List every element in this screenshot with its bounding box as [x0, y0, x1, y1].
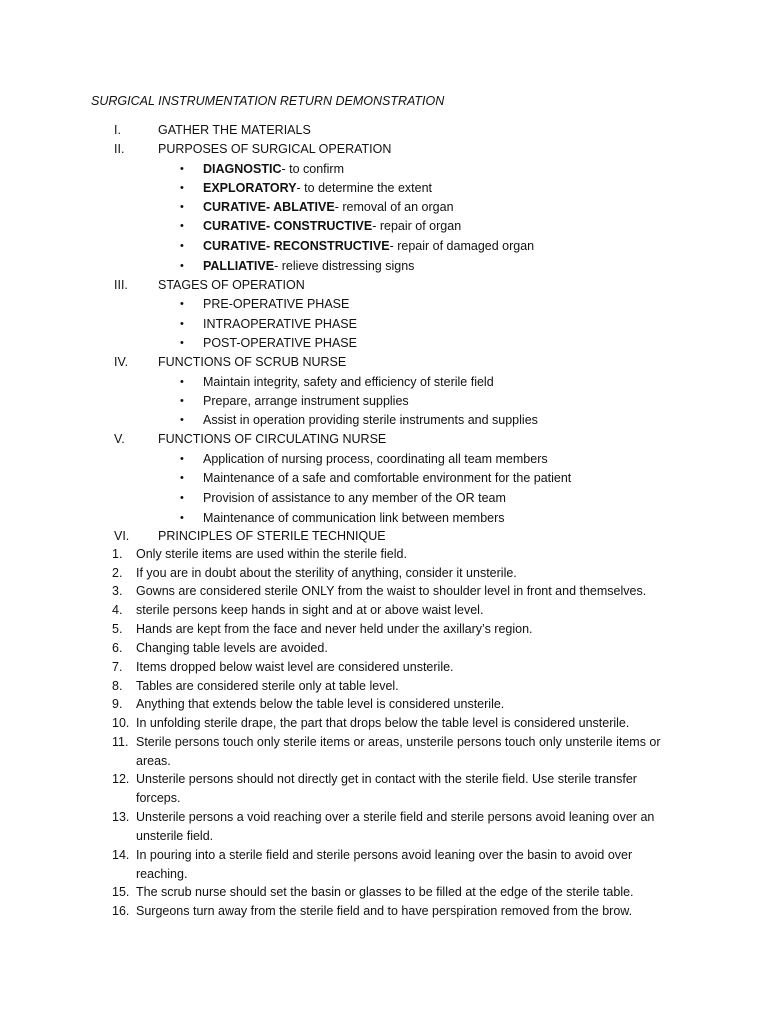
bullet-icon: •: [180, 492, 184, 504]
principle-number: 4.: [112, 603, 123, 617]
section-number: I.: [114, 123, 121, 137]
principle-number: 13.: [112, 810, 130, 824]
section-title: FUNCTIONS OF CIRCULATING NURSE: [158, 432, 387, 446]
principle-text: Unsterile persons a void reaching over a sterile field and sterile persons avoid leaning over an unsterile field.: [136, 810, 655, 843]
principle-number: 12.: [112, 772, 130, 786]
bullet-icon: •: [180, 512, 184, 524]
principle-text: Hands are kept from the face and never held under the axillary’s region.: [136, 622, 533, 636]
item-text: Maintenance of communication link between members: [203, 511, 505, 525]
bullet-icon: •: [180, 472, 184, 484]
principle-number: 1.: [112, 547, 123, 561]
principle-text: Anything that extends below the table level is considered unsterile.: [136, 697, 505, 711]
item-text: Maintain integrity, safety and efficiency of sterile field: [203, 375, 494, 389]
section-number: V.: [114, 432, 125, 446]
principle-number: 3.: [112, 584, 123, 598]
item-text: - relieve distressing signs: [274, 259, 415, 273]
principle-number: 6.: [112, 641, 123, 655]
principle-number: 2.: [112, 566, 123, 580]
item-text: INTRAOPERATIVE PHASE: [203, 317, 357, 331]
section-title: PRINCIPLES OF STERILE TECHNIQUE: [158, 529, 386, 543]
principle-number: 10.: [112, 716, 130, 730]
bullet-icon: •: [180, 220, 184, 232]
bullet-icon: •: [180, 376, 184, 388]
section-title: FUNCTIONS OF SCRUB NURSE: [158, 355, 347, 369]
principle-text: Tables are considered sterile only at table level.: [136, 679, 399, 693]
bullet-icon: •: [180, 240, 184, 252]
bullet-icon: •: [180, 318, 184, 330]
item-term: EXPLORATORY: [203, 181, 297, 195]
item-text: Provision of assistance to any member of the OR team: [203, 491, 506, 505]
principle-number: 7.: [112, 660, 123, 674]
section-number: III.: [114, 278, 128, 292]
principle-text: In pouring into a sterile field and sterile persons avoid leaning over the basin to avoid over reaching.: [136, 848, 633, 881]
principle-number: 9.: [112, 697, 123, 711]
bullet-icon: •: [180, 453, 184, 465]
item-text: Application of nursing process, coordinating all team members: [203, 452, 548, 466]
principle-text: In unfolding sterile drape, the part that drops below the table level is considered unsterile.: [136, 716, 630, 730]
principle-number: 14.: [112, 848, 130, 862]
item-text: Prepare, arrange instrument supplies: [203, 394, 409, 408]
bullet-icon: •: [180, 337, 184, 349]
item-term: DIAGNOSTIC: [203, 162, 282, 176]
item-text: - repair of damaged organ: [389, 239, 535, 253]
item-text: Maintenance of a safe and comfortable environment for the patient: [203, 471, 572, 485]
section-number: II.: [114, 142, 125, 156]
item-term: CURATIVE- CONSTRUCTIVE: [203, 219, 373, 233]
document-title: SURGICAL INSTRUMENTATION RETURN DEMONSTRATION: [91, 94, 445, 108]
principle-number: 8.: [112, 679, 123, 693]
principle-number: 16.: [112, 904, 130, 918]
section-title: STAGES OF OPERATION: [158, 278, 305, 292]
item-text: - repair of organ: [372, 219, 462, 233]
principle-text: If you are in doubt about the sterility of anything, consider it unsterile.: [136, 566, 517, 580]
item-text: - to determine the extent: [296, 181, 433, 195]
bullet-icon: •: [180, 260, 184, 272]
principle-text: Items dropped below waist level are considered unsterile.: [136, 660, 454, 674]
bullet-icon: •: [180, 201, 184, 213]
principle-text: sterile persons keep hands in sight and at or above waist level.: [136, 603, 484, 617]
section-title: GATHER THE MATERIALS: [158, 123, 311, 137]
section-title: PURPOSES OF SURGICAL OPERATION: [158, 142, 392, 156]
bullet-icon: •: [180, 163, 184, 175]
principle-text: Sterile persons touch only sterile items or areas, unsterile persons touch only unsterile items or areas.: [136, 735, 661, 768]
bullet-icon: •: [180, 414, 184, 426]
item-text: POST-OPERATIVE PHASE: [203, 336, 357, 350]
item-text: Assist in operation providing sterile instruments and supplies: [203, 413, 538, 427]
principle-text: Only sterile items are used within the sterile field.: [136, 547, 407, 561]
principle-text: The scrub nurse should set the basin or glasses to be filled at the edge of the sterile table.: [136, 885, 634, 899]
principle-text: Gowns are considered sterile ONLY from the waist to shoulder level in front and themselves.: [136, 584, 647, 598]
item-term: CURATIVE- RECONSTRUCTIVE: [203, 239, 390, 253]
section-number: VI.: [114, 529, 130, 543]
item-term: PALLIATIVE: [203, 259, 275, 273]
bullet-icon: •: [180, 182, 184, 194]
principle-number: 5.: [112, 622, 123, 636]
item-text: - removal of an organ: [334, 200, 454, 214]
principle-text: Unsterile persons should not directly get in contact with the sterile field. Use sterile transfer forceps.: [136, 772, 637, 805]
principle-text: Surgeons turn away from the sterile field and to have perspiration removed from the brow.: [136, 904, 633, 918]
section-number: IV.: [114, 355, 129, 369]
principle-text: Changing table levels are avoided.: [136, 641, 328, 655]
principle-number: 15.: [112, 885, 130, 899]
item-text: - to confirm: [281, 162, 344, 176]
principle-number: 11.: [112, 735, 129, 749]
bullet-icon: •: [180, 395, 184, 407]
bullet-icon: •: [180, 298, 184, 310]
item-term: CURATIVE- ABLATIVE: [203, 200, 335, 214]
item-text: PRE-OPERATIVE PHASE: [203, 297, 350, 311]
